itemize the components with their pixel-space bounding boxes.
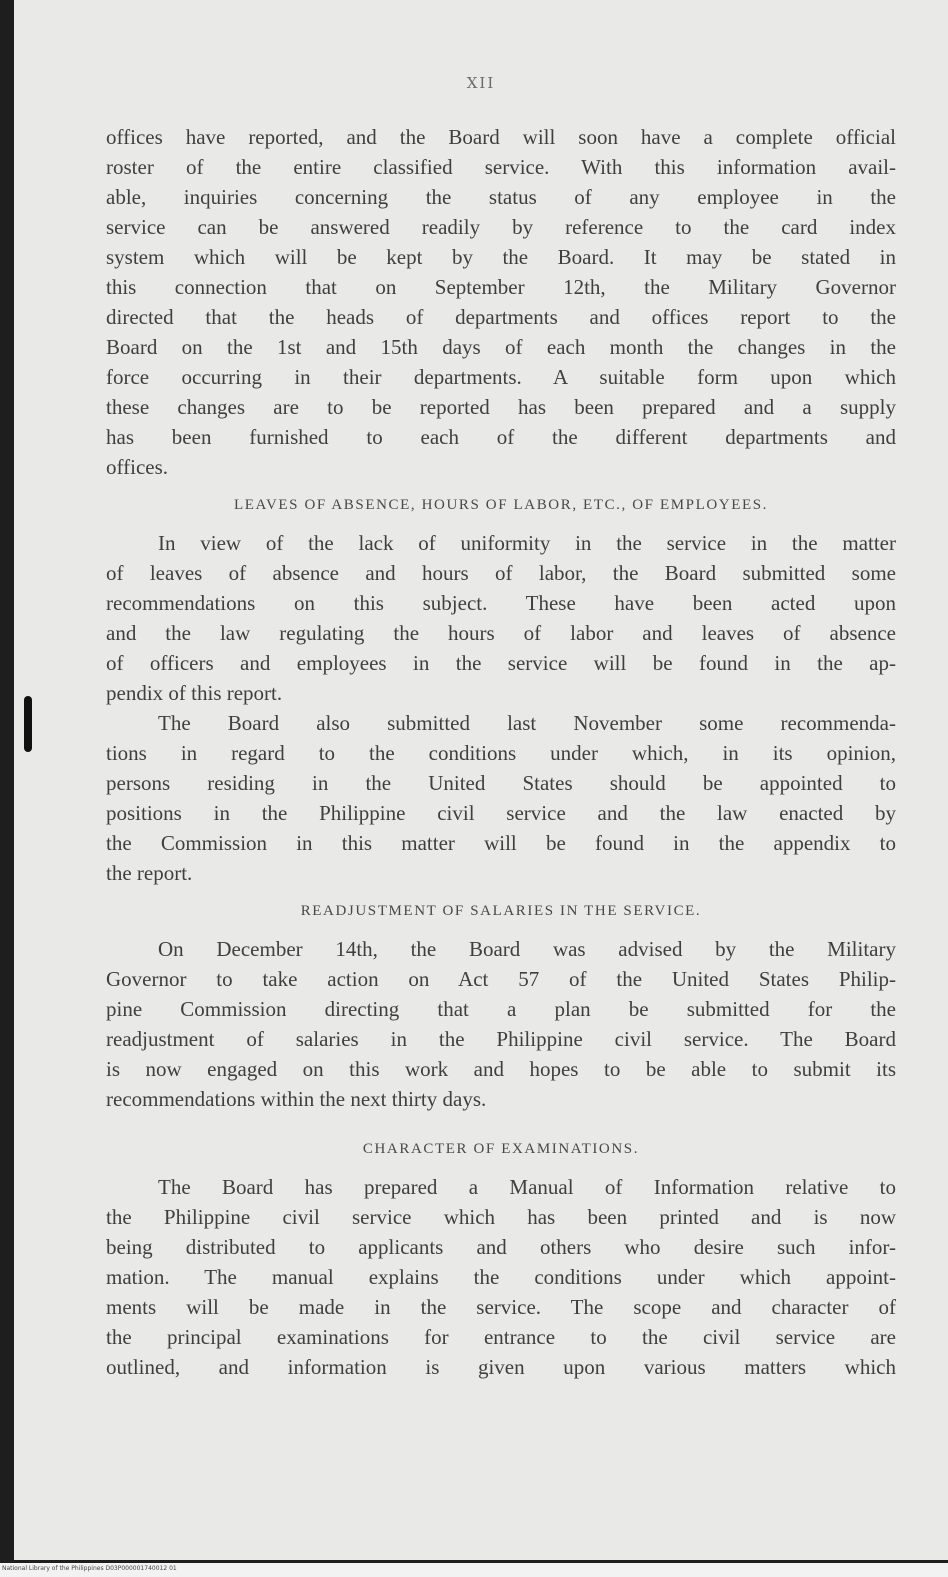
text-line: positions in the Philippine civil service and the law enacted by (106, 801, 896, 825)
text-line: force occurring in their departments. A suitable form upon which (106, 365, 896, 389)
text-line: system which will be kept by the Board. It may be stated in (106, 245, 896, 269)
text-line: roster of the entire classified service. With this information avail- (106, 155, 896, 179)
scan-footer (0, 1563, 948, 1577)
binding-mark (24, 696, 32, 752)
text-line: has been furnished to each of the different departments and (106, 425, 896, 449)
paragraph-leaves (106, 528, 896, 708)
text-line: ments will be made in the service. The scope and character of (106, 1295, 896, 1319)
text-line: On December 14th, the Board was advised by the Military (158, 937, 896, 961)
text-line: of leaves of absence and hours of labor, the Board submitted some (106, 561, 896, 585)
text-line: mation. The manual explains the conditions under which appoint- (106, 1265, 896, 1289)
text-line: persons residing in the United States should be appointed to (106, 771, 896, 795)
text-line: and the law regulating the hours of labor and leaves of absence (106, 621, 896, 645)
paragraph-salaries (106, 934, 896, 1114)
text-line: of officers and employees in the service will be found in the ap- (106, 651, 896, 675)
section-heading-salaries: READJUSTMENT OF SALARIES IN THE SERVICE. (300, 903, 702, 919)
text-line: directed that the heads of departments and offices report to the (106, 305, 896, 329)
text-line: the Commission in this matter will be found in the appendix to (106, 831, 896, 855)
paragraph-continuation (106, 122, 896, 482)
text-line: able, inquiries concerning the status of any employee in the (106, 185, 896, 209)
paragraph-appointments (106, 708, 896, 888)
text-line: The Board also submitted last November some recommenda- (158, 711, 896, 735)
text-line: the Philippine civil service which has been printed and is now (106, 1205, 896, 1229)
text-line: Board on the 1st and 15th days of each month the changes in the (106, 335, 896, 359)
page-number: XII (466, 74, 496, 92)
text-line: The Board has prepared a Manual of Information relative to (158, 1175, 896, 1199)
text-line: In view of the lack of uniformity in the service in the matter (158, 531, 896, 555)
text-line: service can be answered readily by reference to the card index (106, 215, 896, 239)
text-line: pine Commission directing that a plan be submitted for the (106, 997, 896, 1021)
text-line: Governor to take action on Act 57 of the United States Philip- (106, 967, 896, 991)
text-line: offices have reported, and the Board will soon have a complete official (106, 125, 896, 149)
text-line: recommendations within the next thirty days. (106, 1087, 487, 1111)
text-line: the principal examinations for entrance to the civil service are (106, 1325, 896, 1349)
text-line: offices. (106, 455, 169, 479)
text-line: this connection that on September 12th, the Military Governor (106, 275, 896, 299)
paragraph-examinations (106, 1172, 896, 1382)
text-line: these changes are to be reported has been prepared and a supply (106, 395, 896, 419)
page-body (106, 122, 896, 1382)
section-heading-examinations: CHARACTER OF EXAMINATIONS. (362, 1141, 640, 1157)
text-line: recommendations on this subject. These have been acted upon (106, 591, 896, 615)
document-page (14, 0, 948, 1560)
text-line: is now engaged on this work and hopes to be able to submit its (106, 1057, 896, 1081)
text-line: outlined, and information is given upon various matters which (106, 1355, 896, 1379)
scan-footer-text: National Library of the Philippines D03P000001740012 01 (2, 1565, 177, 1572)
text-line: the report. (106, 861, 193, 885)
text-line: readjustment of salaries in the Philippine civil service. The Board (106, 1027, 896, 1051)
text-line: being distributed to applicants and others who desire such infor- (106, 1235, 896, 1259)
text-line: tions in regard to the conditions under which, in its opinion, (106, 741, 896, 765)
section-heading-leaves: LEAVES OF ABSENCE, HOURS OF LABOR, ETC., OF EMPLOYEES. (233, 497, 769, 513)
text-line: pendix of this report. (106, 681, 283, 705)
